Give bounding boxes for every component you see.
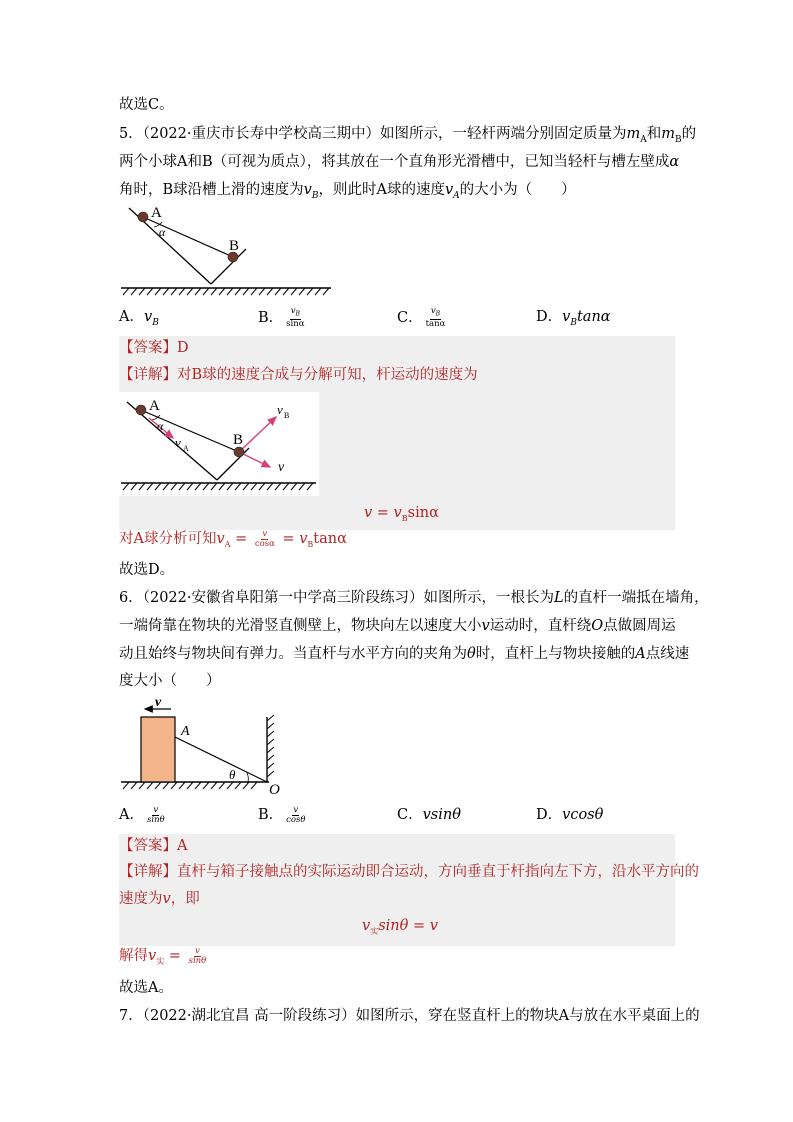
angle-arc — [247, 773, 248, 782]
option-a-v: v — [143, 309, 153, 325]
q5-stem-text: 5．（2022·重庆市长寿中学校高三期中）如图所示，一轻杆两端分别固定质量为 — [119, 126, 627, 142]
label-b: B — [233, 432, 244, 448]
q5-equation-2 — [119, 529, 347, 555]
frac-num: v — [430, 306, 436, 316]
option-b-label: B． — [258, 807, 284, 823]
option-d-tan: tanα — [576, 309, 611, 325]
eq2-tail-b: tanα — [313, 531, 347, 547]
eq2-eq: = — [230, 531, 252, 547]
q6-theta: θ — [467, 646, 476, 662]
q5-option-a[interactable] — [119, 307, 159, 333]
q6-equation-1 — [362, 916, 438, 942]
wall-hatch — [267, 715, 274, 777]
q5-vb-sub: B — [311, 190, 319, 201]
eq2-v: v — [148, 948, 157, 964]
detail-tag: 【详解】 — [119, 367, 177, 383]
ground-hatch — [123, 288, 329, 295]
q5-va-sub: A — [453, 190, 460, 201]
frac-num: v — [262, 528, 268, 539]
q5-detail-figure — [119, 392, 319, 496]
eq2-tail: = v — [277, 531, 308, 547]
eq1-sub: 实 — [370, 926, 379, 936]
eq2-sub: 实 — [156, 956, 165, 966]
frac-num-sub: B — [295, 310, 300, 318]
q7-stem-line1: 7．（2022·湖北宜昌 高一阶段练习）如图所示，穿在竖直杆上的物块A与放在水平桌面上的 — [119, 1008, 700, 1024]
frac-num: v — [153, 804, 159, 815]
rod — [175, 737, 267, 782]
ground-hatch — [123, 782, 257, 789]
frac-num: v — [195, 945, 200, 956]
q5-conclusion: 故选D。 — [119, 562, 175, 578]
label-theta: θ — [229, 767, 236, 782]
q6-stem-line1 — [119, 588, 709, 608]
q6-equation-2 — [119, 946, 209, 972]
label-a: A — [181, 724, 190, 739]
label-a: A — [149, 398, 160, 414]
detail-text: 直杆与箱子接触点的实际运动即合运动，方向垂直于杆指向左下方，沿水平方向的 — [177, 864, 699, 880]
q6-stem-line2 — [119, 616, 676, 636]
frac-den: cosα — [254, 538, 275, 549]
detail-text: 速度为 — [119, 891, 163, 907]
q5-figure — [119, 205, 334, 297]
q6-stem-line3 — [119, 644, 689, 664]
q4-conclusion: 故选C。 — [119, 97, 174, 113]
q6-text: 时，直杆上与物块接触的 — [475, 646, 636, 662]
q5-stem-text3c: 的大小为（ ） — [459, 182, 576, 198]
option-c-fraction — [425, 307, 447, 329]
eq2-eq: = — [164, 948, 186, 964]
detail-text: ，即 — [170, 891, 200, 907]
q6-text: 点线速 — [645, 646, 690, 662]
eq2-fraction — [188, 947, 208, 966]
q6-L: L — [553, 590, 564, 606]
option-c-label: C． — [397, 309, 423, 326]
q5-mb: m — [661, 126, 675, 142]
ball-a — [138, 212, 148, 222]
frac-num: v — [293, 804, 299, 815]
option-d-label: D． — [536, 807, 563, 823]
eq2-prefix: 解得 — [119, 948, 148, 964]
q5-stem-text3: 角时，B球沿槽上滑的速度为 — [119, 182, 304, 198]
q5-ma: m — [626, 126, 641, 142]
q5-stem-text2: 两个小球A和B（可视为质点），将其放在一个直角形光滑槽中，已知当轻杆与槽左壁成 — [119, 154, 670, 170]
option-d-text: vcosθ — [562, 807, 604, 823]
rod — [143, 217, 233, 257]
q6-text: 6．（2022·安徽省阜阳第一中学高三阶段练习）如图所示，一根长为 — [119, 590, 554, 606]
option-d-v: v — [562, 309, 571, 325]
q6-option-d[interactable] — [536, 805, 603, 825]
q6-option-c[interactable] — [397, 805, 461, 825]
frac-den: tanα — [425, 318, 446, 329]
q6-text: 动且始终与物块间有弹力。当直杆与水平方向的夹角为 — [119, 646, 467, 662]
frac-den: cosθ — [286, 814, 306, 825]
q6-detail-line1 — [119, 862, 699, 882]
q5-ma-sub: A — [640, 134, 647, 145]
label-vb-sub: B — [284, 411, 290, 420]
q5-stem-line3 — [119, 180, 576, 206]
label-o: O — [269, 782, 280, 797]
option-a-sub: B — [152, 317, 159, 328]
q6-answer-line — [119, 836, 187, 856]
eq1-tail: sinα — [407, 505, 439, 521]
label-va-sub: A — [183, 444, 189, 453]
q5-option-d[interactable] — [536, 307, 611, 333]
q5-va: v — [444, 182, 454, 198]
q6-detail-line2 — [119, 889, 200, 909]
q6-text: 点做圆周运 — [603, 618, 676, 634]
q6-option-b[interactable] — [258, 805, 309, 825]
eq2-v: v — [216, 531, 225, 547]
option-d-sub: B — [570, 317, 577, 328]
q6-text: 的直杆一端抵在墙角， — [563, 590, 709, 606]
q5-stem-text-end: 的 — [681, 126, 697, 142]
label-a: A — [151, 205, 162, 221]
frac-den: sinα — [286, 318, 305, 329]
option-b-fraction — [285, 806, 306, 825]
eq1-sub: B — [401, 513, 408, 523]
frac-den: sinθ — [146, 814, 165, 825]
q6-A: A — [635, 646, 646, 662]
q5-answer-line — [119, 338, 189, 358]
answer-value: D — [177, 340, 189, 356]
option-c-label: C． — [397, 807, 423, 823]
label-va: v — [175, 435, 181, 450]
answer-value: A — [177, 838, 188, 854]
detail-text: 对B球的速度合成与分解可知，杆运动的速度为 — [177, 367, 478, 383]
q6-text: 一端倚靠在物块的光滑竖直侧壁上，物块向左以速度大小 — [119, 618, 482, 634]
option-a-label: A． — [119, 309, 144, 325]
option-d-label: D． — [536, 309, 563, 325]
q5-stem-line2 — [119, 152, 679, 172]
label-b: B — [229, 238, 240, 254]
frac-num-sub: B — [435, 310, 441, 318]
frac-num: v — [290, 306, 296, 316]
answer-tag: 【答案】 — [119, 838, 177, 854]
eq2-prefix: 对A球分析可知 — [119, 531, 217, 547]
q5-alpha: α — [669, 154, 680, 170]
q6-option-a[interactable] — [119, 805, 168, 825]
eq1-main: v = v — [364, 505, 402, 521]
q6-O: O — [591, 618, 604, 634]
option-a-fraction — [146, 806, 166, 825]
label-v: v — [155, 697, 162, 710]
q6-conclusion: 故选A。 — [119, 980, 173, 996]
option-b-fraction — [285, 307, 305, 329]
detail-v: v — [162, 891, 171, 907]
option-a-label: A． — [119, 807, 144, 823]
answer-tag: 【答案】 — [119, 340, 177, 356]
q6-stem-line4: 度大小（ ） — [119, 673, 221, 689]
frac-den: sinθ — [188, 955, 207, 966]
q5-stem-line1 — [119, 124, 696, 150]
q5-and: 和 — [646, 126, 662, 142]
option-c-text: vsinθ — [422, 807, 461, 823]
q6-figure — [119, 697, 289, 797]
q6-v: v — [481, 618, 490, 634]
q5-option-c[interactable] — [397, 307, 448, 329]
q5-vb: v — [303, 182, 312, 198]
detail-tag: 【详解】 — [119, 864, 177, 880]
q5-stem-text3b: ，则此时A球的速度 — [318, 182, 445, 198]
block — [141, 717, 175, 782]
ball-a — [136, 405, 146, 415]
label-alpha: α — [159, 225, 166, 239]
label-v: v — [278, 460, 285, 475]
q5-equation-1 — [364, 503, 439, 529]
eq2-tail-sub: B — [307, 539, 314, 549]
eq2-fraction — [254, 530, 276, 549]
label-vb: v — [277, 402, 283, 417]
option-b-label: B． — [258, 309, 284, 326]
q6-text: 运动时，直杆绕 — [489, 618, 592, 634]
label-alpha: α — [157, 419, 164, 433]
eq2-sub: A — [224, 539, 231, 549]
q5-option-b[interactable] — [258, 307, 307, 329]
q5-mb-sub: B — [674, 134, 682, 145]
q5-detail-line — [119, 365, 478, 385]
eq1-tail: sinθ = v — [378, 918, 438, 934]
ball-b — [234, 447, 244, 457]
eq1-v: v — [362, 918, 371, 934]
